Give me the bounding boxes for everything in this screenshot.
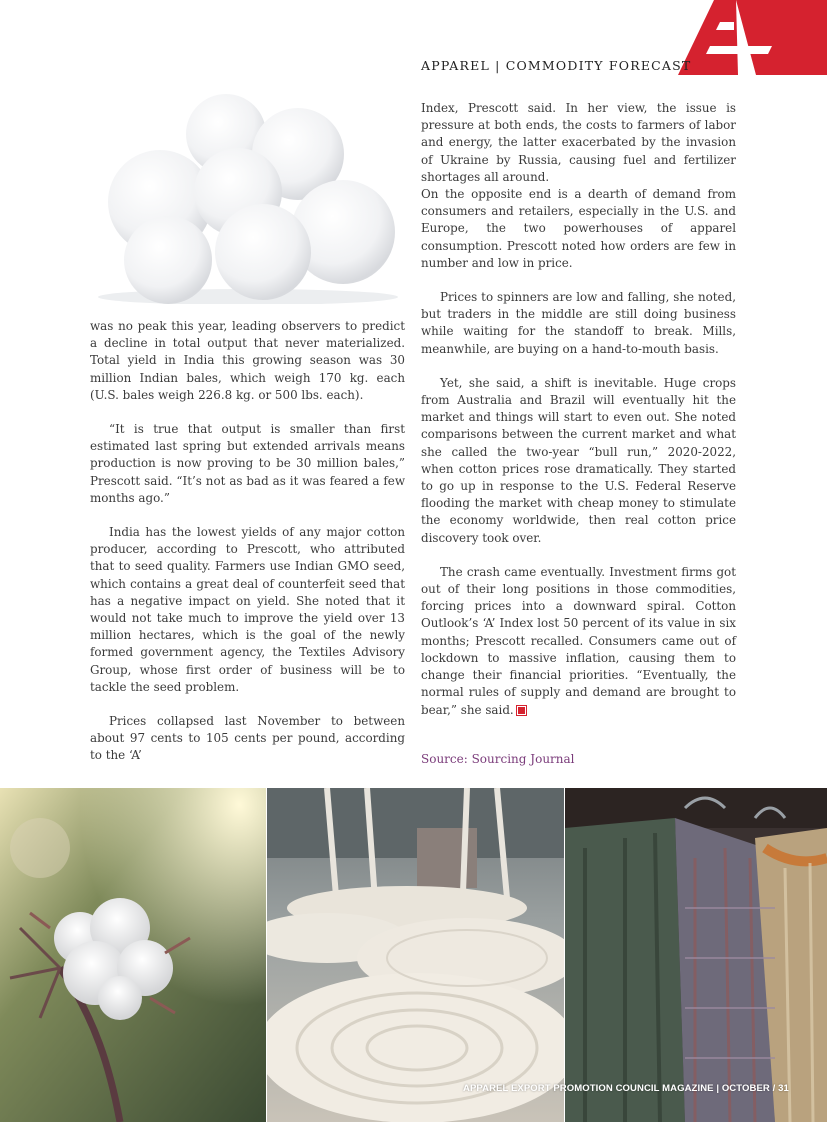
end-mark-icon — [517, 706, 526, 715]
right-article-column — [421, 100, 736, 719]
left-article-column — [90, 318, 405, 765]
section-label: APPAREL | COMMODITY FORECAST — [421, 58, 692, 73]
paragraph: Index, Prescott said. In her view, the issue is pressure at both ends, the costs to farmers of labor and energy, the latter exacerbated by the invasion of Ukraine by Russia, causing fuel and fertilizer shortages all around. — [421, 101, 736, 184]
cotton-boll-photo — [0, 788, 266, 1122]
paragraph: Yet, she said, a shift is inevitable. Huge crops from Australia and Brazil will eventually hit the market and things will start to even out. She noted comparisons between the current market and what she called the two-year “bull run,” 2020-2022, when cotton prices rose dramatically. They started to go up in response to the U.S. Federal Reserve flooding the market with cheap money to stimulate the economy worldwide, then real cotton price discovery took over. — [421, 375, 736, 545]
paragraph-text: The crash came eventually. Investment firms got out of their long positions in those commodities, forcing prices into a downward spiral. Cotton Outlook’s ‘A’ Index lost 50 percent of its value in six months; Prescott recalled. Consumers came out of lockdown to massive inflation, causing them to change their financial priorities. “Eventually, the normal rules of supply and demand are brought to bear,” she said. — [421, 564, 736, 717]
paragraph: Prices to spinners are low and falling, she noted, but traders in the middle are still doing business while waiting for the standoff to break. Mills, meanwhile, are buying on a hand-to-mouth basis. — [421, 290, 736, 356]
cotton-sliver-mill-photo — [267, 788, 564, 1122]
paragraph: Prices collapsed last November to between about 97 cents to 105 cents per pound, according to the ‘A’ — [90, 714, 405, 763]
paragraph: was no peak this year, leading observers to predict a decline in total output that never materialized. Total yield in India this growing season was 30 million Indian bales, which weigh 170 kg. each (U.S. bales weigh 226.8 kg. or 500 lbs. each). — [90, 319, 405, 402]
cotton-balls-photo — [88, 92, 406, 304]
source-credit: Source: Sourcing Journal — [421, 752, 575, 766]
paragraph: “It is true that output is smaller than first estimated last spring but extended arrivals means production is now proving to be 30 million bales,” Prescott said. “It’s not as bad as it was feared a few months ago.” — [90, 422, 405, 505]
paragraph: India has the lowest yields of any major cotton producer, according to Prescott, who attributed that to seed quality. Farmers use Indian GMO seed, which contains a great deal of counterfeit seed that has a negative impact on yield. She noted that it would not take much to improve the yield over 13 million hectares, which is the goal of the newly formed government agency, the Textiles Advisory Group, whose first order of business will be to tackle the seed problem. — [90, 525, 405, 694]
magazine-logo — [676, 0, 827, 75]
footer-separator: / — [772, 1083, 776, 1094]
page-number: 31 — [778, 1083, 789, 1094]
page-footer — [463, 1083, 789, 1094]
paragraph: On the opposite end is a dearth of demand from consumers and retailers, especially in the U.S. and Europe, the two powerhouses of apparel consumption. Prescott noted how orders are few in number and low in price. — [421, 187, 736, 270]
paragraph-final — [421, 564, 736, 719]
shirts-on-hangers-photo — [565, 788, 827, 1122]
footer-text: APPAREL EXPORT PROMOTION COUNCIL MAGAZINE | OCTOBER — [463, 1083, 770, 1094]
